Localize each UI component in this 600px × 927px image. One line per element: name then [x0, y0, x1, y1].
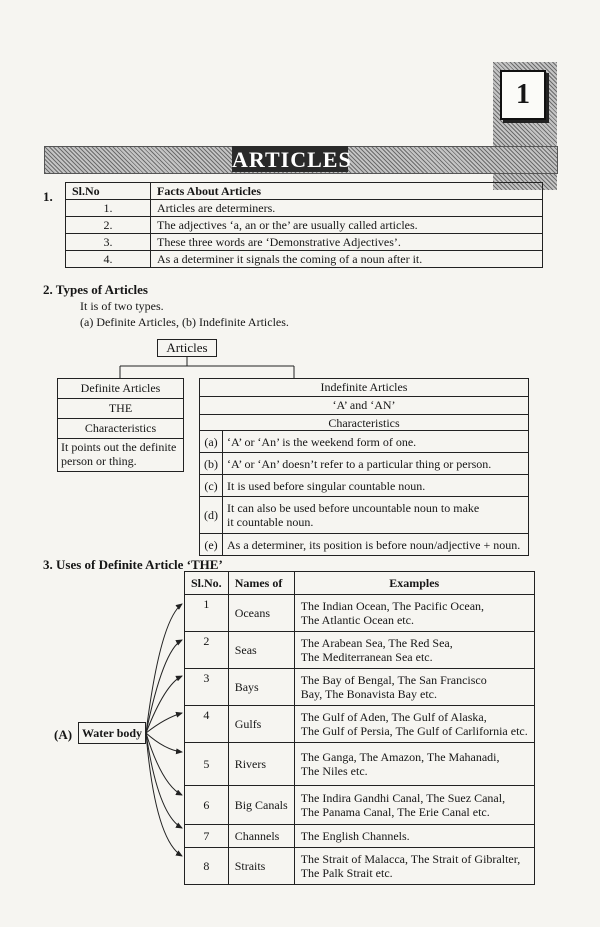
uses-example-line1: The Bay of Bengal, The San Francisco — [300, 673, 487, 687]
fact-text: Articles are determiners. — [151, 200, 543, 217]
definite-desc-line2: person or thing. — [61, 454, 137, 468]
uses-example-line2: The Panama Canal, The Erie Canal etc. — [300, 805, 490, 819]
definite-word: THE — [58, 399, 183, 419]
uses-row-number: 3 — [185, 669, 229, 706]
uses-example-line1: The Indian Ocean, The Pacific Ocean, — [300, 599, 485, 613]
uses-header-slno: Sl.No. — [185, 572, 229, 595]
uses-row-name: Gulfs — [228, 706, 294, 743]
definite-desc-line1: It points out the definite — [61, 440, 177, 454]
uses-row-number: 5 — [185, 743, 229, 786]
uses-example-line2: The Gulf of Persia, The Gulf of Carlifornia etc. — [300, 724, 528, 738]
table-row — [185, 595, 535, 632]
fact-text: As a determiner it signals the coming of a noun after it. — [151, 251, 543, 268]
water-body-box: Water body — [78, 722, 146, 744]
definite-characteristics: Characteristics — [58, 419, 183, 439]
uses-row-name: Channels — [228, 825, 294, 848]
uses-row-number: 8 — [185, 848, 229, 885]
indef-item-text: It is used before singular countable noun. — [223, 475, 529, 497]
uses-row-name: Seas — [228, 632, 294, 669]
uses-example-line1: The Strait of Malacca, The Strait of Gibralter, — [300, 852, 521, 866]
uses-row-name: Big Canals — [228, 786, 294, 825]
section2-line2: (a) Definite Articles, (b) Indefinite Articles. — [80, 315, 289, 329]
indef-item-label: (b) — [200, 453, 223, 475]
fact-text: These three words are ‘Demonstrative Adjectives’. — [151, 234, 543, 251]
uses-row-name: Bays — [228, 669, 294, 706]
uses-example-line2: The Palk Strait etc. — [300, 866, 393, 880]
fact-number: 3. — [66, 234, 151, 251]
group-label: (A) — [54, 727, 73, 742]
table-row — [185, 848, 535, 885]
chapter-number: 1 — [500, 70, 546, 120]
table-row — [185, 632, 535, 669]
indefinite-words: ‘A’ and ‘AN’ — [200, 397, 528, 415]
uses-example-line1: The Ganga, The Amazon, The Mahanadi, — [300, 750, 500, 764]
section1-number: 1. — [43, 189, 53, 204]
uses-row-number: 2 — [185, 632, 229, 669]
chapter-title: ARTICLES — [232, 147, 352, 172]
indef-item-label: (c) — [200, 475, 223, 497]
indefinite-characteristics: Characteristics — [328, 416, 400, 430]
indef-item-text: As a determiner, its position is before noun/adjective + noun. — [223, 534, 529, 556]
table-row — [185, 786, 535, 825]
indef-item-label: (d) — [200, 497, 223, 534]
uses-header-examples: Examples — [294, 572, 534, 595]
fact-number: 2. — [66, 217, 151, 234]
uses-header-names: Names of — [228, 572, 294, 595]
uses-row-number: 1 — [185, 595, 229, 632]
indef-item-text: ‘A’ or ‘An’ is the weekend form of one. — [223, 431, 529, 453]
uses-example-line2: The Atlantic Ocean etc. — [300, 613, 414, 627]
fact-text: The adjectives ‘a, an or the’ are usually called articles. — [151, 217, 543, 234]
uses-example-line2: Bay, The Bonavista Bay etc. — [300, 687, 437, 701]
uses-example-line1: The English Channels. — [294, 825, 534, 848]
table-row — [185, 825, 535, 848]
fact-number: 1. — [66, 200, 151, 217]
indef-item-label: (e) — [200, 534, 223, 556]
uses-example-line2: The Niles etc. — [300, 764, 368, 778]
table-row — [185, 706, 535, 743]
uses-row-number: 4 — [185, 706, 229, 743]
indefinite-title: Indefinite Articles — [200, 379, 528, 397]
uses-row-name: Oceans — [228, 595, 294, 632]
indef-item-text: ‘A’ or ‘An’ doesn’t refer to a particular thing or person. — [223, 453, 529, 475]
articles-root-box: Articles — [157, 339, 217, 357]
uses-row-number: 7 — [185, 825, 229, 848]
uses-example-line1: The Arabean Sea, The Red Sea, — [300, 636, 453, 650]
uses-row-number: 6 — [185, 786, 229, 825]
indef-item-text-line1: It can also be used before uncountable noun to make — [227, 501, 480, 515]
uses-example-line1: The Indira Gandhi Canal, The Suez Canal, — [300, 791, 506, 805]
fact-number: 4. — [66, 251, 151, 268]
section2-heading: 2. Types of Articles — [43, 282, 148, 297]
uses-table — [184, 571, 535, 885]
uses-row-name: Straits — [228, 848, 294, 885]
definite-title: Definite Articles — [58, 379, 183, 399]
uses-example-line1: The Gulf of Aden, The Gulf of Alaska, — [300, 710, 487, 724]
uses-header-row — [185, 572, 535, 595]
indef-item-label: (a) — [200, 431, 223, 453]
uses-example-line2: The Mediterranean Sea etc. — [300, 650, 433, 664]
table-row — [185, 669, 535, 706]
indef-item-text-line2: it countable noun. — [227, 515, 314, 529]
uses-row-name: Rivers — [228, 743, 294, 786]
section2-line1: It is of two types. — [80, 299, 164, 313]
facts-header-slno: Sl.No — [66, 183, 151, 200]
facts-header-facts: Facts About Articles — [151, 183, 543, 200]
section3-heading: 3. Uses of Definite Article ‘THE’ — [43, 557, 223, 572]
table-row — [185, 743, 535, 786]
